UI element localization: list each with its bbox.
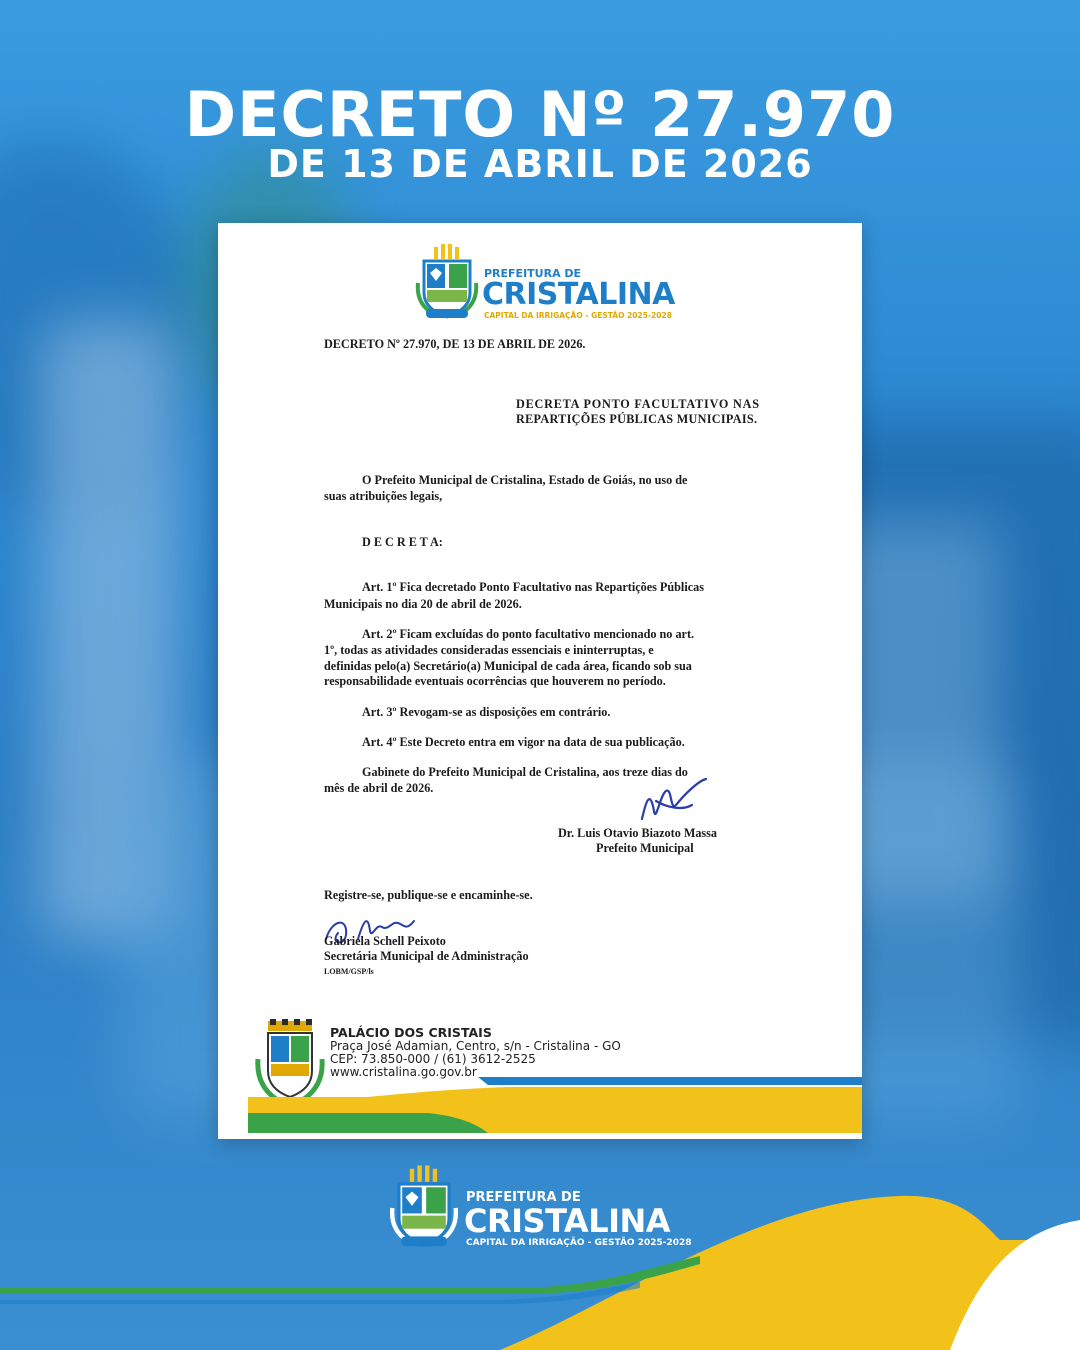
register-line: Registre-se, publique-se e encaminhe-se. [324,888,533,902]
footer-site: www.cristalina.go.gov.br [330,1065,477,1079]
page-subtitle: DE 13 DE ABRIL DE 2026 [267,142,813,186]
reference-code: LOBM/GSP/ls [324,967,374,976]
footer-address: Praça José Adamian, Centro, s/n - Cristalina - GO [330,1039,621,1053]
brand-tagline: CAPITAL DA IRRIGAÇÃO - GESTÃO 2025-2028 [466,1238,692,1248]
bottom-brand-logo [388,1164,698,1254]
art1-line-1: Art. 1º Fica decretado Ponto Facultativo nas Repartições Públicas [362,580,704,594]
logo-name: CRISTALINA [482,277,675,312]
brand-prefix: PREFEITURA DE [466,1190,581,1205]
art3: Art. 3º Revogam-se as disposições em contrário. [362,705,611,719]
ementa-line-2: REPARTIÇÕES PÚBLICAS MUNICIPAIS. [516,412,758,426]
art2-line-2: 1º, todas as atividades consideradas essenciais e ininterruptas, e [324,643,654,657]
document-logo [414,243,704,327]
decree-heading: DECRETO Nº 27.970, DE 13 DE ABRIL DE 2026. [324,337,586,351]
footer-title: PALÁCIO DOS CRISTAIS [330,1025,492,1040]
brand-name: CRISTALINA [464,1202,671,1240]
logo-prefix: PREFEITURA DE [484,267,582,280]
logo-tagline: CAPITAL DA IRRIGAÇÃO - GESTÃO 2025-2028 [484,311,672,320]
crest-icon [414,243,480,323]
preamble-line-2: suas atribuições legais, [324,489,443,503]
footer-stripes [248,1069,862,1139]
secretary-name: Gabriela Schell Peixoto [324,934,446,948]
decreta-label: D E C R E T A: [362,535,443,549]
preamble-line-1: O Prefeito Municipal de Cristalina, Estado de Goiás, no uso de [362,473,688,487]
ementa-line-1: DECRETA PONTO FACULTATIVO NAS [516,397,760,411]
closing-line-2: mês de abril de 2026. [324,781,434,795]
brand-crest-icon [388,1164,460,1252]
mayor-name: Dr. Luis Otavio Biazoto Massa [558,826,718,840]
art4: Art. 4º Este Decreto entra em vigor na data de sua publicação. [362,735,685,749]
page-title: DECRETO Nº 27.970 [184,78,896,151]
art2-line-4: responsabilidade eventuais ocorrências que houverem no período. [324,674,666,688]
art2-line-1: Art. 2º Ficam excluídas do ponto facultativo mencionado no art. [362,627,695,641]
secretary-role: Secretária Municipal de Administração [324,949,529,963]
footer-cep: CEP: 73.850-000 / (61) 3612-2525 [330,1052,536,1066]
art2-line-3: definidas pelo(a) Secretário(a) Municipal de cada área, ficando sob sua [324,659,692,673]
mayor-signature [626,771,716,831]
mayor-role: Prefeito Municipal [596,841,694,855]
art1-line-2: Municipais no dia 20 de abril de 2026. [324,597,522,611]
decree-document [218,223,862,1139]
closing-line-1: Gabinete do Prefeito Municipal de Cristalina, aos treze dias do [362,765,688,779]
